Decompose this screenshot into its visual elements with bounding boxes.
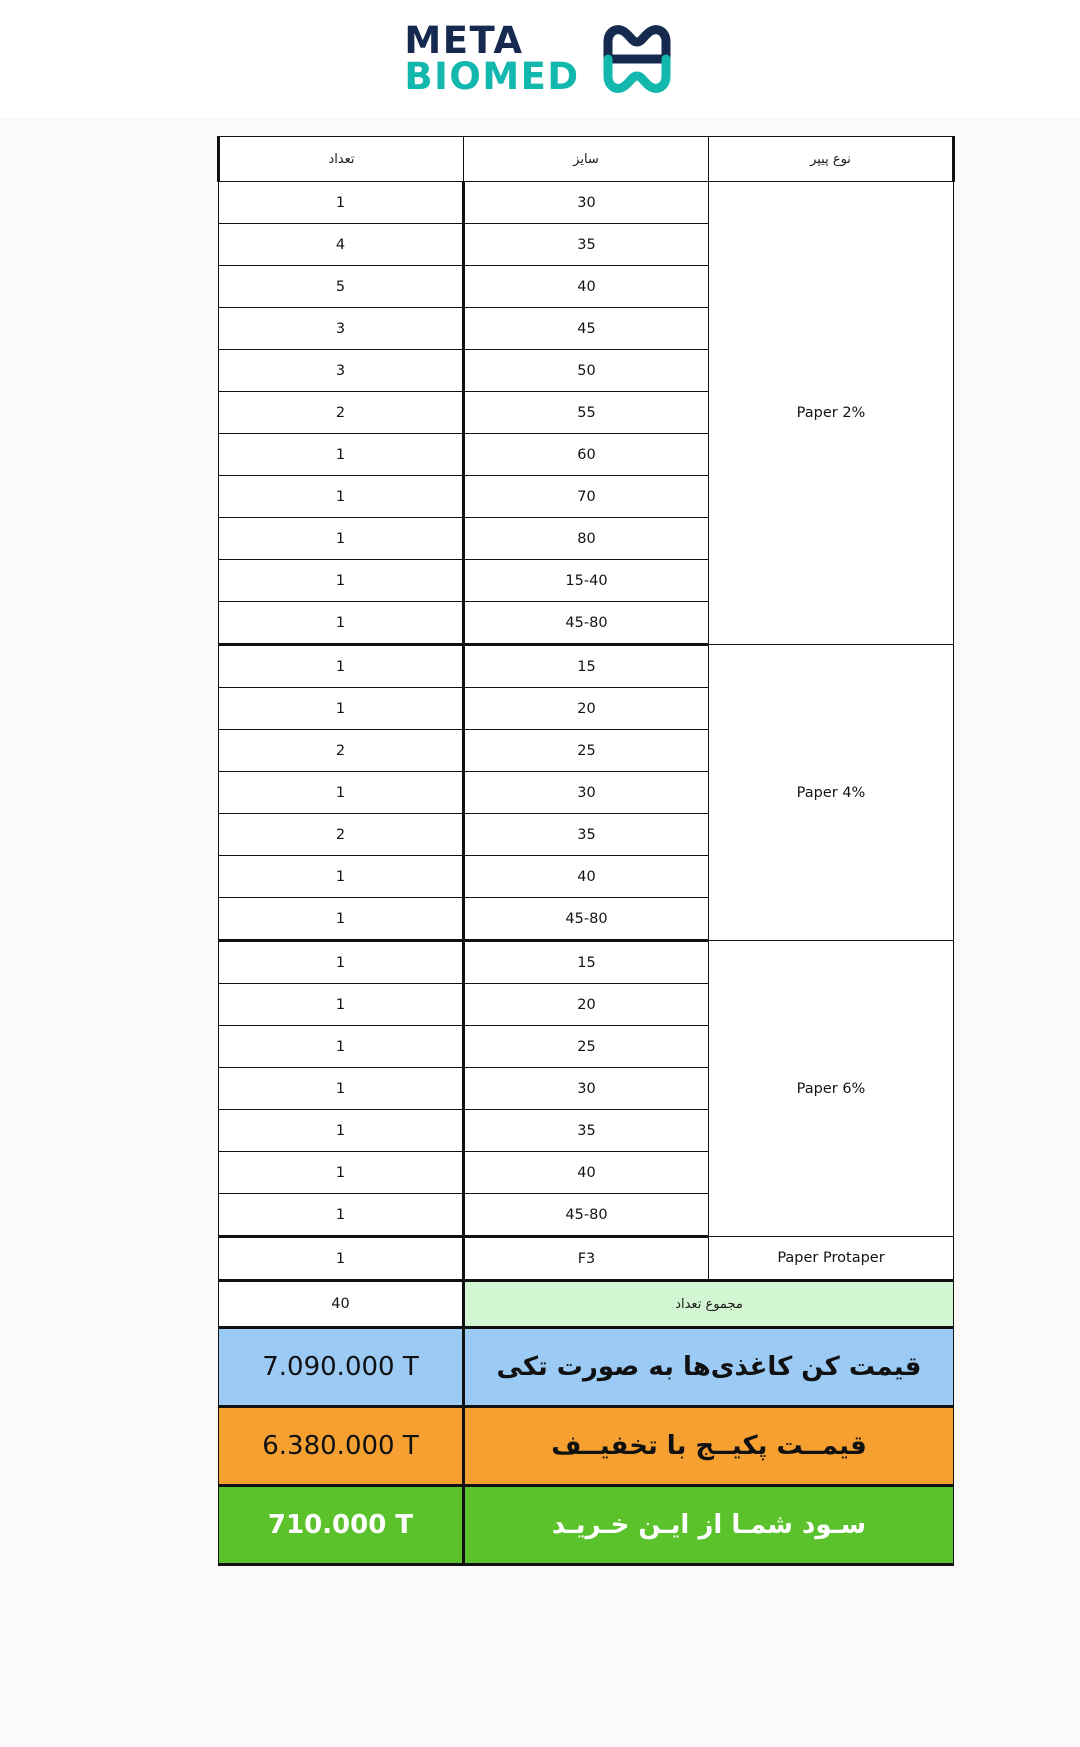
- quantity-cell: 1: [219, 898, 464, 941]
- quantity-cell: 4: [219, 224, 464, 266]
- package-price-row-label: قیمــت پکیــج با تخفیــف: [464, 1407, 954, 1486]
- quantity-cell: 3: [219, 308, 464, 350]
- size-cell: 15: [464, 941, 709, 984]
- size-cell: 50: [464, 350, 709, 392]
- brand-name-bottom: BIOMED: [404, 55, 580, 98]
- quantity-cell: 5: [219, 266, 464, 308]
- package-price-row-value: 6.380.000 T: [219, 1407, 464, 1486]
- table-row: [219, 1237, 954, 1281]
- paper-type-cell: Paper 6%: [709, 941, 954, 1237]
- size-cell: 80: [464, 518, 709, 560]
- quantity-cell: 2: [219, 392, 464, 434]
- quantity-cell: 1: [219, 772, 464, 814]
- paper-type-cell: Paper 2%: [709, 182, 954, 645]
- size-cell: 60: [464, 434, 709, 476]
- table-header-row: [219, 137, 954, 182]
- quantity-cell: 2: [219, 814, 464, 856]
- size-cell: 20: [464, 984, 709, 1026]
- size-cell: 40: [464, 266, 709, 308]
- quantity-cell: 3: [219, 350, 464, 392]
- column-header-type: نوع پیپر: [709, 137, 954, 182]
- individual-price-row-value: 7.090.000 T: [219, 1328, 464, 1407]
- total-quantity-value: 40: [219, 1281, 464, 1328]
- quantity-cell: 1: [219, 518, 464, 560]
- pricelist-container: [0, 118, 1080, 1566]
- size-cell: 45-80: [464, 1194, 709, 1237]
- size-cell: 35: [464, 814, 709, 856]
- package-price-row: [219, 1407, 954, 1486]
- quantity-cell: 1: [219, 1068, 464, 1110]
- quantity-cell: 1: [219, 688, 464, 730]
- size-cell: F3: [464, 1237, 709, 1281]
- quantity-cell: 1: [219, 560, 464, 602]
- savings-row-label: سـود شمـا از ایـن خـریـد: [464, 1486, 954, 1565]
- size-cell: 45-80: [464, 898, 709, 941]
- size-cell: 25: [464, 1026, 709, 1068]
- quantity-cell: 1: [219, 856, 464, 898]
- paper-type-cell: Paper Protaper: [709, 1237, 954, 1281]
- size-cell: 55: [464, 392, 709, 434]
- pricelist-table: [217, 136, 955, 1566]
- paper-type-cell: Paper 4%: [709, 645, 954, 941]
- size-cell: 40: [464, 1152, 709, 1194]
- brand-header: [0, 0, 1080, 118]
- size-cell: 15-40: [464, 560, 709, 602]
- size-cell: 30: [464, 1068, 709, 1110]
- brand-wordmark: [404, 19, 580, 98]
- size-cell: 40: [464, 856, 709, 898]
- size-cell: 15: [464, 645, 709, 688]
- quantity-cell: 2: [219, 730, 464, 772]
- quantity-cell: 1: [219, 1237, 464, 1281]
- size-cell: 45-80: [464, 602, 709, 645]
- table-row: [219, 182, 954, 224]
- quantity-cell: 1: [219, 1152, 464, 1194]
- quantity-cell: 1: [219, 1026, 464, 1068]
- quantity-cell: 1: [219, 1194, 464, 1237]
- size-cell: 35: [464, 1110, 709, 1152]
- quantity-cell: 1: [219, 1110, 464, 1152]
- quantity-cell: 1: [219, 984, 464, 1026]
- size-cell: 45: [464, 308, 709, 350]
- total-quantity-row: [219, 1281, 954, 1328]
- quantity-cell: 1: [219, 476, 464, 518]
- quantity-cell: 1: [219, 941, 464, 984]
- size-cell: 30: [464, 772, 709, 814]
- table-row: [219, 941, 954, 984]
- savings-row-value: 710.000 T: [219, 1486, 464, 1565]
- size-cell: 30: [464, 182, 709, 224]
- size-cell: 20: [464, 688, 709, 730]
- tooth-logo-icon: [598, 22, 676, 96]
- quantity-cell: 1: [219, 602, 464, 645]
- size-cell: 25: [464, 730, 709, 772]
- table-body: [219, 182, 954, 1565]
- column-header-qty: تعداد: [219, 137, 464, 182]
- size-cell: 35: [464, 224, 709, 266]
- table-row: [219, 645, 954, 688]
- quantity-cell: 1: [219, 182, 464, 224]
- brand-name-top: META: [404, 19, 524, 63]
- column-header-size: سایز: [464, 137, 709, 182]
- quantity-cell: 1: [219, 434, 464, 476]
- total-quantity-label: مجموع تعداد: [464, 1281, 954, 1328]
- individual-price-row: [219, 1328, 954, 1407]
- quantity-cell: 1: [219, 645, 464, 688]
- individual-price-row-label: قیمت کن کاغذی‌ها به صورت تکی: [464, 1328, 954, 1407]
- savings-row: [219, 1486, 954, 1565]
- table-head: [219, 137, 954, 182]
- size-cell: 70: [464, 476, 709, 518]
